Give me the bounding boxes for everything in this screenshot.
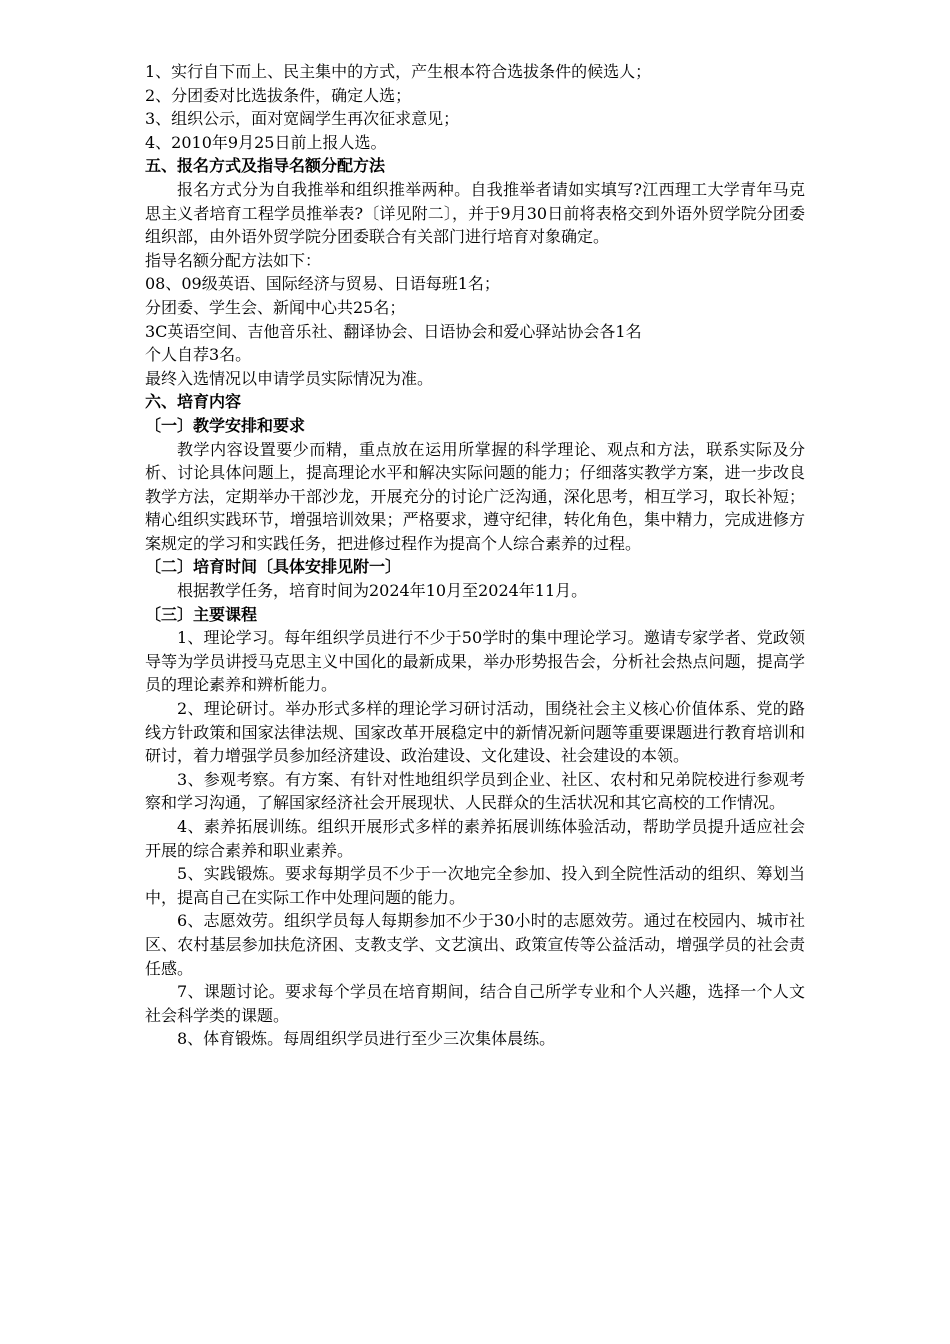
course-paragraph: 8、体育锻炼。每周组织学员进行至少三次集体晨练。 (177, 1029, 556, 1049)
quota-line: 分团委、学生会、新闻中心共25名； (145, 297, 406, 317)
step-line: 3、组织公示，面对宽阔学生再次征求意见； (145, 109, 460, 129)
step-line: 2、分团委对比选拔条件，确定人选； (145, 85, 412, 105)
body-paragraph: 报名方式分为自我推举和组织推举两种。自我推举者请如实填写?江西理工大学青年马克思主义者培育工程学员推举表?〔详见附二〕，并于9月30日前将表格交到外语外贸学院分团委组织部，由外语外贸学院分团委联合有关部门进行培育对象确定。 (145, 179, 805, 247)
quota-line: 个人自荐3名。 (145, 345, 252, 365)
course-paragraph: 2、理论研讨。举办形式多样的理论学习研讨活动，围绕社会主义核心价值体系、党的路线方针政策和国家法律法规、国家改革开展稳定中的新情况新问题等重要课题进行教育培训和研讨，着力增强学员参加经济建设、政治建设、文化建设、社会建设的本领。 (145, 699, 805, 766)
subsection-heading: 〔一〕教学安排和要求 (145, 415, 306, 435)
body-paragraph: 根据教学任务，培育时间为2024年10月至2024年11月。 (177, 581, 588, 601)
course-paragraph: 3、参观考察。有方案、有针对性地组织学员到企业、社区、农村和兄弟院校进行参观考察和学习沟通，了解国家经济社会开展现状、人民群众的生活状况和其它高校的工作情况。 (145, 769, 805, 813)
subsection-heading: 〔二〕培育时间〔具体安排见附一〕 (145, 557, 402, 577)
course-paragraph: 1、理论学习。每年组织学员进行不少于50学时的集中理论学习。邀请专家学者、党政领导等为学员讲授马克思主义中国化的最新成果，举办形势报告会，分析社会热点问题，提高学员的理论素养和辨析能力。 (145, 628, 805, 695)
section-heading: 六、培育内容 (145, 392, 242, 412)
body-line: 指导名额分配方法如下： (145, 250, 322, 270)
course-paragraph: 4、素养拓展训练。组织开展形式多样的素养拓展训练体验活动，帮助学员提升适应社会开展的综合素养和职业素养。 (145, 817, 805, 860)
document-page (145, 60, 805, 1051)
quota-line: 3C英语空间、吉他音乐社、翻译协会、日语协会和爱心驿站协会各1名 (145, 321, 642, 341)
body-paragraph: 教学内容设置要少而精，重点放在运用所掌握的科学理论、观点和方法，联系实际及分析、讨论具体问题上，提高理论水平和解决实际问题的能力；仔细落实教学方案，进一步改良教学方法，定期举办干部沙龙，开展充分的讨论广泛沟通，深化思考，相互学习，取长补短；精心组织实践环节，增强培训效果；严格要求，遵守纪律，转化角色，集中精力，完成进修方案规定的学习和实践任务，把进修过程作为提高个人综合素养的过程。 (145, 439, 805, 553)
quota-line: 最终入选情况以申请学员实际情况为准。 (145, 368, 434, 388)
section-heading: 五、报名方式及指导名额分配方法 (145, 156, 386, 176)
step-line: 4、2010年9月25日前上报人选。 (145, 132, 387, 152)
course-paragraph: 5、实践锻炼。要求每期学员不少于一次地完全参加、投入到全院性活动的组织、筹划当中，提高自己在实际工作中处理问题的能力。 (145, 864, 805, 907)
quota-line: 08、09级英语、国际经济与贸易、日语每班1名； (145, 274, 500, 294)
subsection-heading: 〔三〕主要课程 (145, 604, 258, 624)
course-paragraph: 7、课题讨论。要求每个学员在培育期间，结合自己所学专业和个人兴趣，选择一个人文社会科学类的课题。 (145, 982, 805, 1025)
course-paragraph: 6、志愿效劳。组织学员每人每期参加不少于30小时的志愿效劳。通过在校园内、城市社区、农村基层参加扶危济困、支教支学、文艺演出、政策宣传等公益活动，增强学员的社会责任感。 (145, 911, 805, 978)
step-line: 1、实行自下而上、民主集中的方式，产生根本符合选拔条件的候选人； (145, 62, 652, 81)
